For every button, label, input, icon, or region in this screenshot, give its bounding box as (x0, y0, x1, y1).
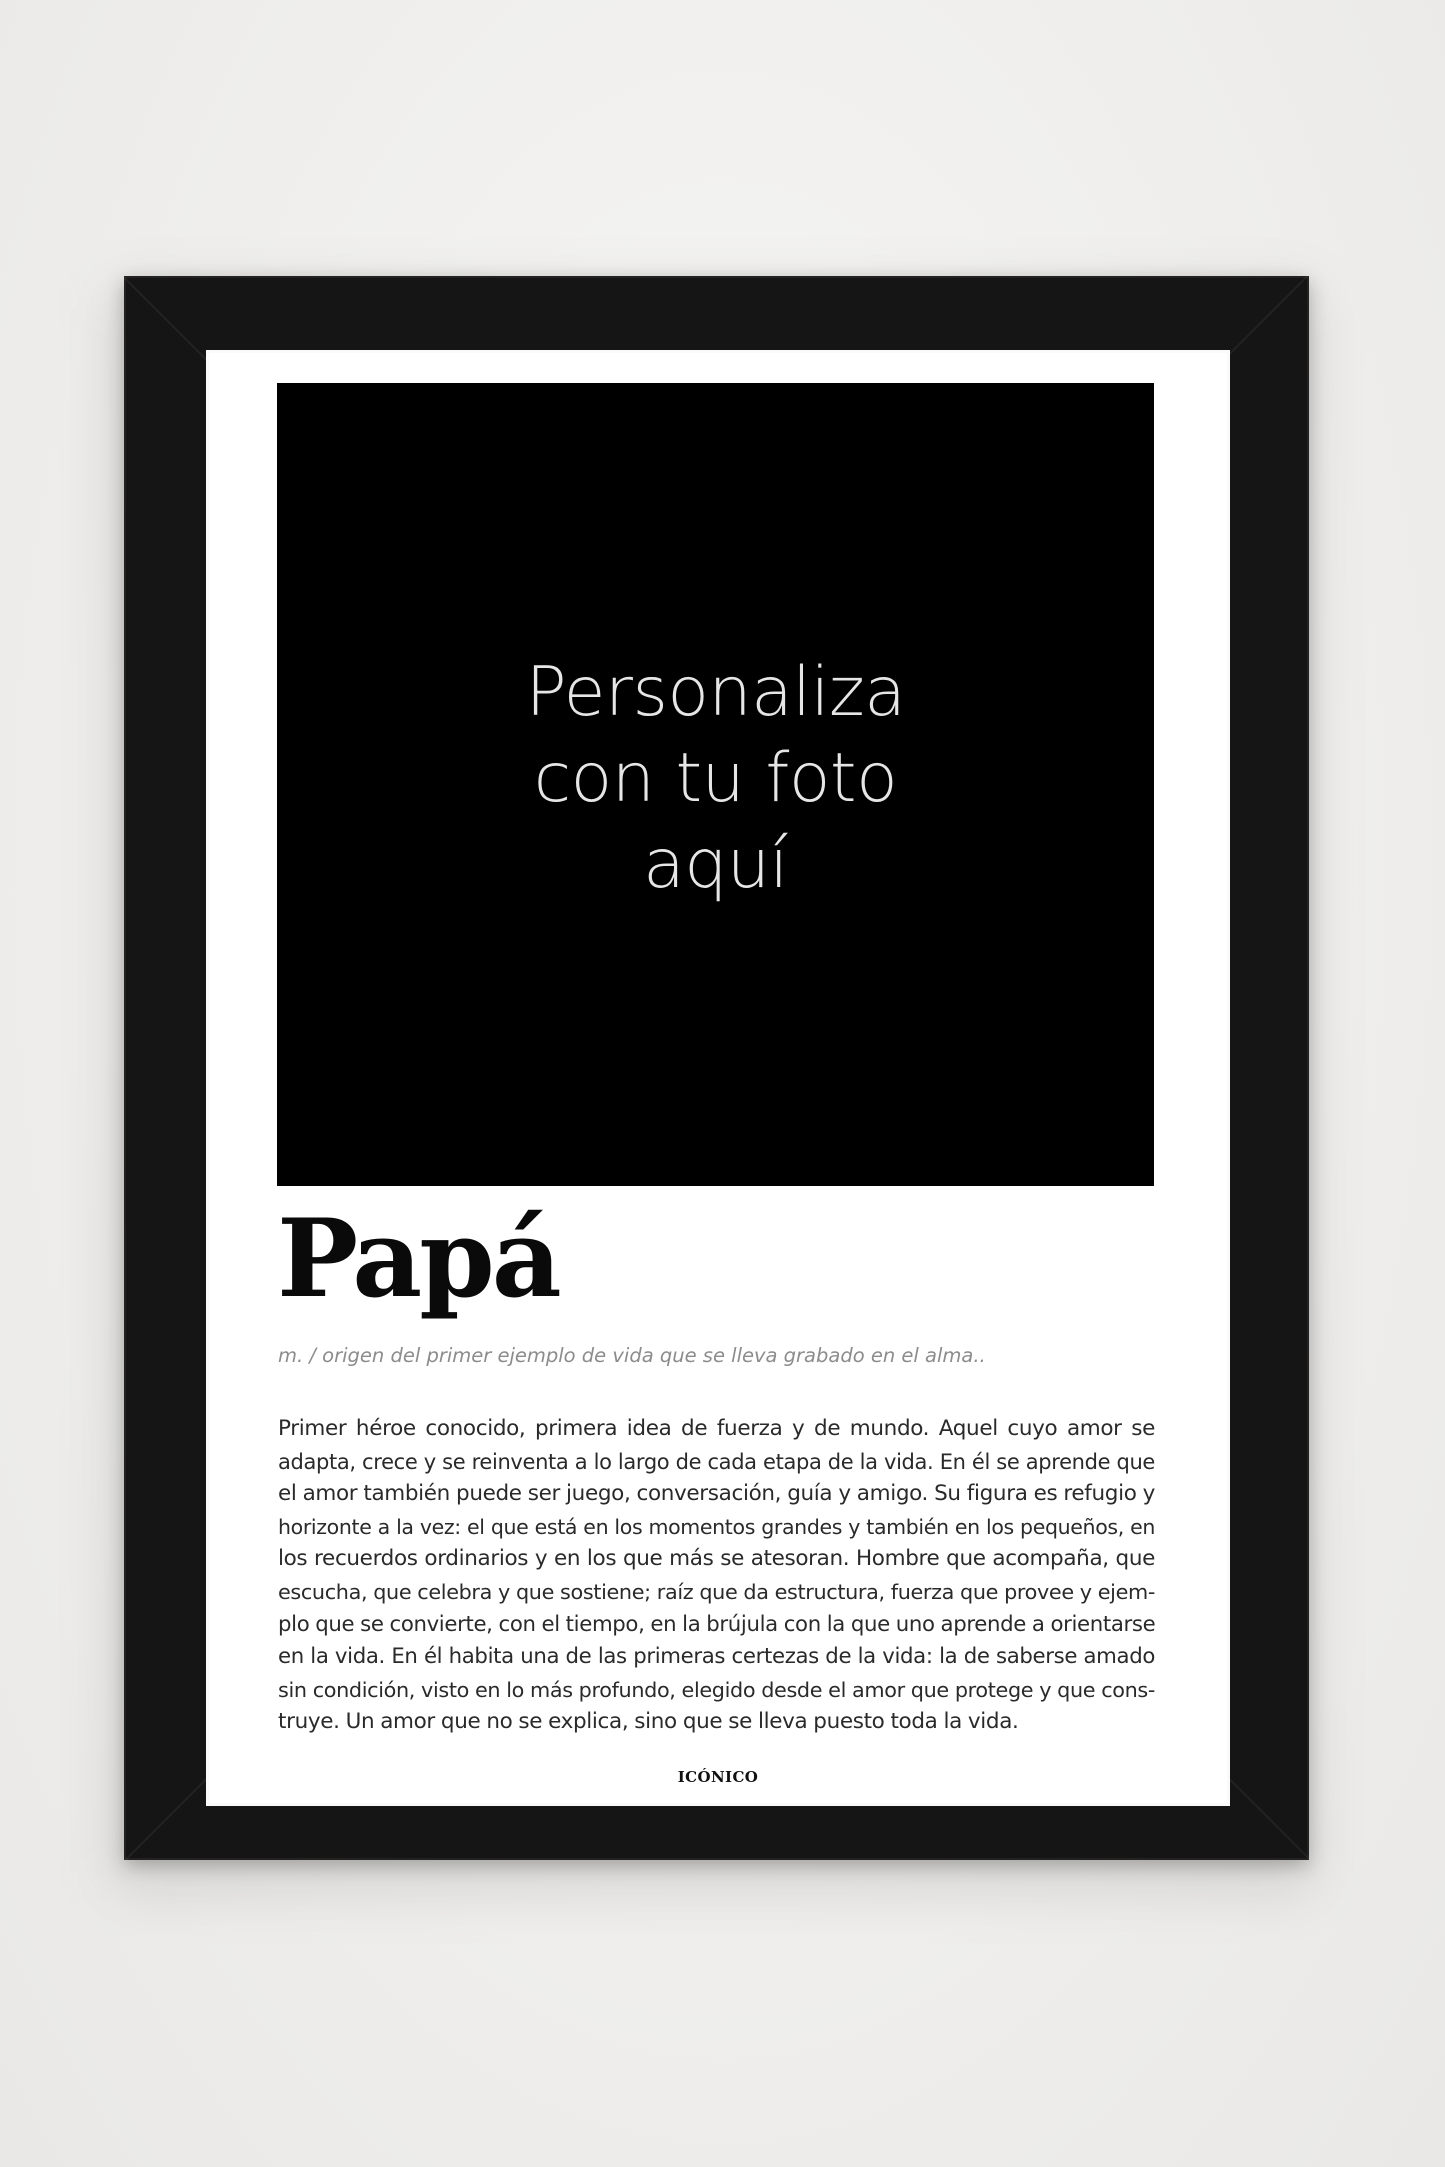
frame-mitre (1223, 275, 1309, 361)
photo-placeholder-line: aquí (643, 824, 788, 904)
frame-mitre (124, 1775, 210, 1861)
photo-placeholder-line: con tu foto (533, 738, 898, 818)
photo-placeholder-text (526, 650, 906, 908)
poster-definition: m. / origen del primer ejemplo de vida que se lleva grabado en el alma.. (278, 1344, 986, 1367)
photo-placeholder-line: Personaliza (525, 652, 906, 732)
body-line: escucha, que celebra y que sostiene; raíz que da estructura, fuerza que provee y ejem- (278, 1579, 1155, 1604)
body-line: truye. Un amor que no se explica, sino que se lleva puesto toda la vida. (278, 1709, 1019, 1735)
body-line: los recuerdos ordinarios y en los que más se atesoran. Hombre que acompaña, que (278, 1546, 1155, 1572)
poster-word-title: Papá (277, 1196, 559, 1322)
body-line: el amor también puede ser juego, conversación, guía y amigo. Su figura es refugio y (278, 1481, 1155, 1507)
body-line: adapta, crece y se reinventa a lo largo de cada etapa de la vida. En él se aprende que (278, 1449, 1155, 1474)
body-line: en la vida. En él habita una de las primeras certezas de la vida: la de saberse amado (278, 1644, 1155, 1670)
body-line: Primer héroe conocido, primera idea de fuerza y de mundo. Aquel cuyo amor se (278, 1416, 1155, 1441)
frame-mitre (1224, 1774, 1310, 1860)
frame-mitre (123, 276, 209, 362)
brand-logo: ICÓNICO (677, 1768, 759, 1786)
photo-placeholder (277, 383, 1154, 1186)
body-line: horizonte a la vez: el que está en los momentos grandes y también en los pequeños, en (278, 1514, 1155, 1539)
poster-paper (206, 350, 1230, 1806)
body-line: sin condición, visto en lo más profundo, elegido desde el amor que protege y que cons- (278, 1677, 1155, 1702)
body-line: plo que se convierte, con el tiempo, en la brújula con la que uno aprende a orientarse (278, 1611, 1155, 1637)
poster-body-text (278, 1413, 1155, 1739)
